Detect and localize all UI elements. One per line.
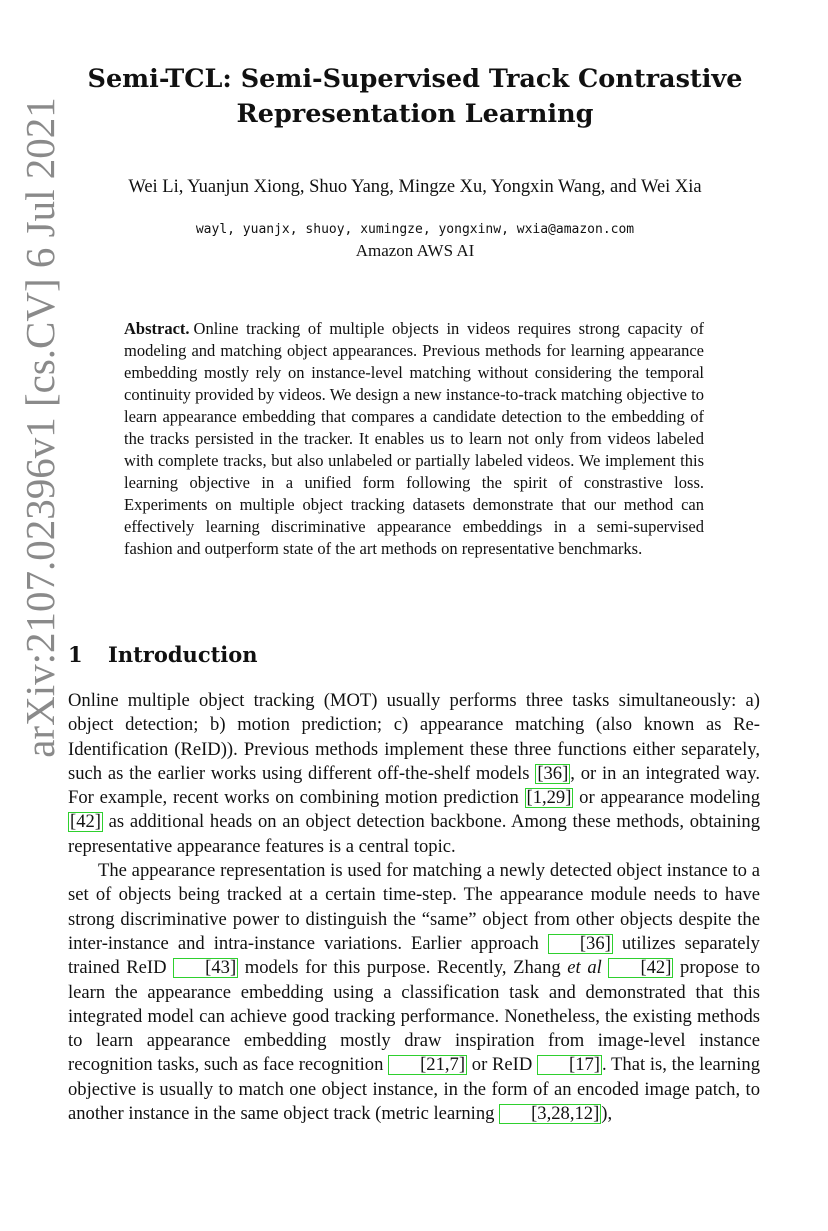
author-emails: wayl, yuanjx, shuoy, xumingze, yongxinw, wxia@amazon.com xyxy=(195,222,635,237)
citation-link[interactable]: [43] xyxy=(173,958,238,978)
section-number: 1 xyxy=(68,642,83,667)
citation-link[interactable]: [21,7] xyxy=(388,1055,467,1075)
citation-link[interactable]: [36] xyxy=(548,934,613,954)
citation-link[interactable]: [42] xyxy=(70,811,101,833)
text-run: or ReID xyxy=(467,1054,538,1076)
section-heading xyxy=(68,640,258,670)
text-run xyxy=(602,957,609,978)
affiliation: Amazon AWS AI xyxy=(355,241,475,260)
author-list: Wei Li, Yuanjun Xiong, Shuo Yang, Mingze Xu, Yongxin Wang, and Wei Xia xyxy=(128,177,702,197)
abstract xyxy=(124,318,704,560)
citation-link[interactable]: [17] xyxy=(537,1055,602,1075)
title-line-2: Representation Learning xyxy=(236,99,594,129)
abstract-text: Online tracking of multiple objects in videos requires strong capacity of modeling and matching object appearances. Previous methods for learning appearance embedding mostly rely on instance-level matching without considering the temporal continuity provided by videos. We design a new instance-to-track matching objective to learn appearance embedding that compares a candidate detection to the embedding of the tracks persisted in the tracker. It enables us to learn not only from videos labeled with complete tracks, but also unlabeled or partially labeled videos. We implement this learning objective in a unified form following the spirit of constrastive loss. Experiments on multiple object tracking datasets demonstrate that our method can effectively learning discriminative appearance embeddings in a semi-supervised fashion and outperform state of the art methods on representative benchmarks. xyxy=(124,319,704,558)
citation-link[interactable]: [36] xyxy=(537,762,569,784)
paragraph-2 xyxy=(68,859,760,1126)
text-run: ), xyxy=(601,1103,613,1125)
arxiv-side-stamp xyxy=(8,95,72,760)
abstract-label: Abstract. xyxy=(124,319,190,338)
citation-link[interactable]: [3,28,12] xyxy=(499,1104,601,1124)
text-run: , or in an integrated way. For example, recent works on combining motion prediction xyxy=(68,762,760,809)
section-body xyxy=(68,689,760,1126)
arxiv-identifier: arXiv:2107.02396v1 [cs.CV] 6 Jul 2021 xyxy=(17,97,63,758)
citation-link[interactable]: [42] xyxy=(608,958,673,978)
text-run: propose to learn the appearance embedding using a classification task and demonstrated that this integrated model can achieve good tracking performance. Nonetheless, the existing methods to learn appearance embedding mostly draw inspiration from image-level instance recognition tasks, such as face recognition xyxy=(68,957,760,1076)
section-title: Introduction xyxy=(108,642,258,667)
paper-title xyxy=(70,62,760,132)
text-run: utilizes separately trained ReID xyxy=(68,932,760,979)
text-run: The appearance representation is used for matching a newly detected object instance to a set of objects being tracked at a certain time-step. The appearance module needs to have strong discriminative power to distinguish the “same” object from other objects despite the inter-instance and intra-instance variations. Earlier approach xyxy=(68,860,760,954)
text-run: or appearance modeling xyxy=(573,787,760,809)
paragraph-1 xyxy=(68,689,760,859)
emphasis-text: et al xyxy=(567,957,602,979)
text-run: models for this purpose. Recently, Zhang xyxy=(238,957,568,979)
text-run: as additional heads on an object detection backbone. Among these methods, obtaining representative appearance features is a central topic. xyxy=(68,811,760,857)
text-run: Online multiple object tracking (MOT) usually performs three tasks simultaneously: a) object detection; b) motion prediction; c) appearance matching (also known as Re-Identification (ReID)). Previous methods implement these three functions either separately, such as the earlier works using different off-the-shelf models xyxy=(68,690,760,784)
citation-link[interactable]: [1,29] xyxy=(526,787,572,809)
text-run: . That is, the learning objective is usually to match one object instance, in the form of an encoded image patch, to another instance in the same object track (metric learning xyxy=(68,1054,760,1125)
title-line-1: Semi-TCL: Semi-Supervised Track Contrastive xyxy=(87,64,743,94)
